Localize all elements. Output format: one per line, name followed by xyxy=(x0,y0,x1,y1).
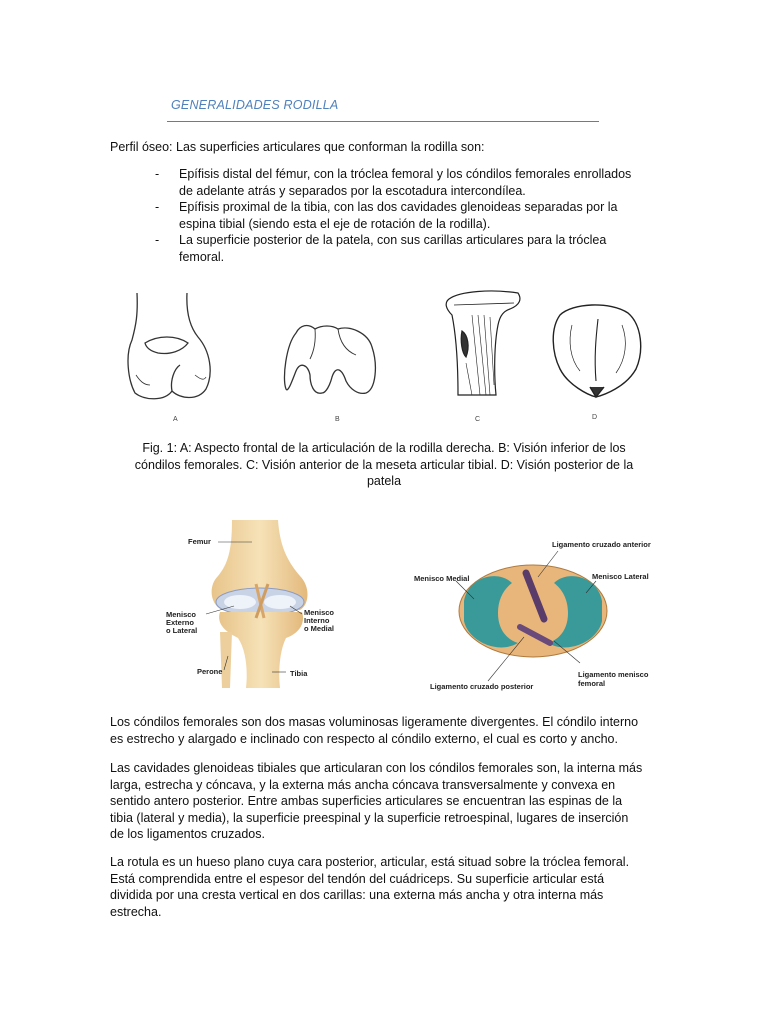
paragraph-line: Los cóndilos femorales son dos masas voluminosas ligeramente divergentes. El cóndilo interno xyxy=(110,715,639,729)
paragraph-condyles xyxy=(110,714,660,747)
label-perone: Perone xyxy=(197,667,223,676)
bullet-dash: - xyxy=(155,233,160,247)
paragraph-line: La rotula es un hueso plano cuya cara posterior, articular, está situad sobre la tróclea femoral. xyxy=(110,855,630,869)
caption-line: Fig. 1: A: Aspecto frontal de la articulación de la rodilla derecha. B: Visión inferior de los xyxy=(142,441,626,455)
list-item xyxy=(155,232,675,265)
bullet-dash: - xyxy=(155,167,160,181)
list-item-line: femoral. xyxy=(179,249,225,264)
list-item-line: La superficie posterior de la patela, con sus carillas articulares para la tróclea xyxy=(179,233,607,247)
paragraph-line: dividida por una cresta vertical en dos carillas: una externa más ancha y otra interna más xyxy=(110,888,604,902)
label-menisco-interno: Interno xyxy=(304,616,330,625)
figure-label-b: B xyxy=(335,416,340,423)
list-item-line: Epífisis distal del fémur, con la tróclea femoral y los cóndilos femorales enrollados xyxy=(179,167,632,181)
label-menisco-externo: Externo xyxy=(166,618,194,627)
list-item-line: espina tibial (siendo esta el eje de rotación de la rodilla). xyxy=(179,216,491,231)
label-menisco-externo: Menisco xyxy=(166,610,197,619)
label-menisco-interno: Menisco xyxy=(304,608,335,617)
caption-line: cóndilos femorales. C: Visión anterior de la meseta articular tibial. D: Visión posterior de la xyxy=(134,457,634,472)
knee-joint-illustration xyxy=(160,520,350,695)
intro-text: Perfil óseo: Las superficies articulares que conforman la rodilla son: xyxy=(110,140,485,154)
meniscus-highlight xyxy=(224,595,256,609)
paragraph-line: de los ligamentos cruzados. xyxy=(110,827,265,841)
label-ligamento-menisco-femoral: Ligamento menisco xyxy=(578,670,649,679)
label-menisco-interno: o Medial xyxy=(304,624,335,633)
bullet-list xyxy=(155,166,675,265)
paragraph-line: sentido antero posterior. Entre ambas superficies articulares se encuentran las espinas de la xyxy=(110,794,623,808)
figure-1-illustrations xyxy=(110,285,670,430)
bullet-dash: - xyxy=(155,200,160,214)
paragraph-line: Está comprendida entre el espesor del tendón del cuádriceps. Su superficie articular está xyxy=(110,871,605,886)
paragraph-line: larga, estrecha y cóncava, y la externa más ancha cóncava transversalmente y convexa en xyxy=(110,777,616,792)
label-lca: Ligamento cruzado anterior xyxy=(552,540,651,549)
paragraph-patella xyxy=(110,854,660,920)
label-ligamento-menisco-femoral: femoral xyxy=(578,679,606,688)
paragraph-line: estrecha. xyxy=(110,904,162,919)
condyles-inferior-drawing xyxy=(284,326,375,394)
list-item xyxy=(155,199,675,232)
label-lcp: Ligamento cruzado posterior xyxy=(430,682,534,691)
label-menisco-externo: o Lateral xyxy=(166,626,198,635)
label-menisco-lateral: Menisco Lateral xyxy=(592,572,649,581)
list-item xyxy=(155,166,675,199)
patella-posterior-drawing xyxy=(553,305,640,397)
title-underline xyxy=(167,121,599,122)
paragraph-glenoid-cavities xyxy=(110,760,660,843)
page-title: GENERALIDADES RODILLA xyxy=(171,98,339,112)
label-femur: Femur xyxy=(188,537,211,546)
figure-label-d: D xyxy=(592,414,598,421)
list-item-line: de adelante atrás y separados por la escotadura intercondílea. xyxy=(179,183,526,198)
tibial-plateau-illustration xyxy=(408,533,678,698)
label-tibia: Tibia xyxy=(290,669,308,678)
list-item-line: Epífisis proximal de la tibia, con las dos cavidades glenoideas separadas por la xyxy=(179,200,618,214)
tibia-anterior-drawing xyxy=(446,291,520,395)
figure-label-c: C xyxy=(475,416,481,423)
paragraph-line: es estrecho y alargado e inclinado con respecto al cóndilo externo, el cual es corto y ancho. xyxy=(110,731,618,746)
caption-line: patela xyxy=(366,474,402,488)
figure-1-caption xyxy=(110,440,658,490)
paragraph-line: tibia (lateral y media), la superficie preespinal y la superficie retroespinal, lugares de inserción xyxy=(110,810,629,825)
label-menisco-medial: Menisco Medial xyxy=(414,574,470,583)
fibula-bone xyxy=(220,632,232,688)
femur-frontal-drawing xyxy=(128,293,210,399)
figure-label-a: A xyxy=(173,416,178,423)
paragraph-line: Las cavidades glenoideas tibiales que articularan con los cóndilos femorales son, la interna más xyxy=(110,761,643,775)
